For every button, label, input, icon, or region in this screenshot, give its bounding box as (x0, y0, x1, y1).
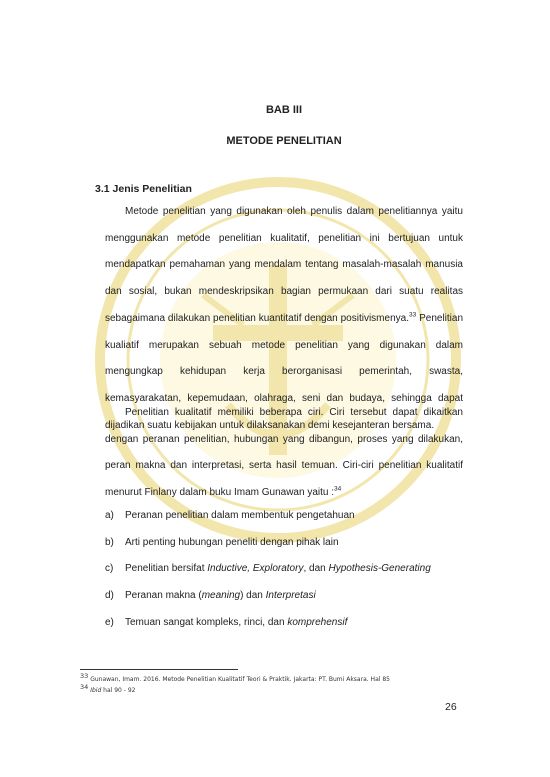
list-marker: c) (105, 563, 114, 575)
list-item (105, 503, 431, 530)
chapter-title: METODE PENELITIAN (226, 135, 342, 147)
paragraph-1-text-after: Penelitian kualiatif merupakan sebuah metode penelitian yang digunakan dalam mengungkap kehidupan kerja berorganisasi pemerintah, swasta, kemasyarakatan, kepemudaan, olahraga, seni dan budaya, sehingga dapat dijadikan suatu kebijakan untuk dilaksanakan demi kesejanteran bersama. (105, 312, 464, 431)
list-item-text: meaning (201, 590, 241, 602)
footnote-number: 34 (80, 683, 89, 691)
footnote-text: Gunawan, Imam. 2016. Metode Penelitian Kualitatif Teori & Praktik. Jakarta: PT. Bumi Aksara. Hal 85 (88, 676, 390, 683)
paragraph-2 (105, 400, 463, 507)
list-marker: e) (105, 616, 114, 628)
footnote-ref-33: 33 (408, 311, 417, 319)
list-item-text: Arti penting hubungan peneliti dengan pihak lain (125, 536, 339, 548)
list-item-text: Peranan penelitian dalam membentuk pengetahuan (125, 510, 355, 521)
list-item (105, 583, 431, 610)
footnote-34 (80, 683, 136, 694)
footnote-number: 33 (80, 672, 89, 680)
list-item (105, 530, 431, 557)
footnote-text: hal 90 - 92 (101, 687, 136, 694)
page-number: 26 (445, 701, 457, 713)
list-item-text: Peranan makna ( (125, 590, 202, 602)
footnote-divider (80, 669, 238, 670)
paragraph-1-text: Metode penelitian yang digunakan oleh penulis dalam penelitiannya yaitu menggunakan metode penelitian kualitatif, penelitian ini bertujuan untuk mendapatkan pemahaman yang mendalam tentang masalah-masalah manusia dan sosial, bukan mendeskripsikan bagian permukaan dari suatu realitas sebagaimana dilakukan penelitian kuantitatif dengan positivismenya. (105, 206, 463, 324)
list-item-text: , dan (303, 563, 329, 575)
list-item (105, 610, 431, 637)
footnote-ibid: Ibid (90, 687, 102, 694)
list-marker: a) (105, 510, 114, 521)
paragraph-2-text: Penelitian kualitatif memiliki beberapa ciri. Ciri tersebut dapat dikaitkan dengan peranan penelitian, hubungan yang dibangun, proses yang dilakukan, peran makna dan interpretasi, serta hasil temuan. Ciri-ciri penelitian kualitatif menurut Finlany dalam buku Imam Gunawan yaitu : (105, 407, 463, 499)
list-item-text: Interpretasi (265, 590, 316, 602)
footnote-33 (80, 672, 390, 683)
chapter-heading: BAB III (265, 104, 303, 116)
list-item-text: komprehensif (287, 616, 348, 628)
list-marker: d) (105, 590, 114, 602)
list-item-text: ) dan (240, 590, 266, 602)
list-item-text: Penelitian bersifat (125, 563, 208, 575)
characteristics-list (105, 503, 431, 636)
footnote-ref-34: 34 (334, 485, 342, 493)
list-marker: b) (105, 536, 114, 548)
list-item (105, 556, 431, 583)
list-item-text: Temuan sangat kompleks, rinci, dan (125, 616, 288, 628)
list-item-text: Inductive, Exploratory (207, 563, 304, 575)
section-heading: 3.1 Jenis Penelitian (95, 183, 192, 195)
list-item-text: Hypothesis-Generating (328, 563, 431, 575)
